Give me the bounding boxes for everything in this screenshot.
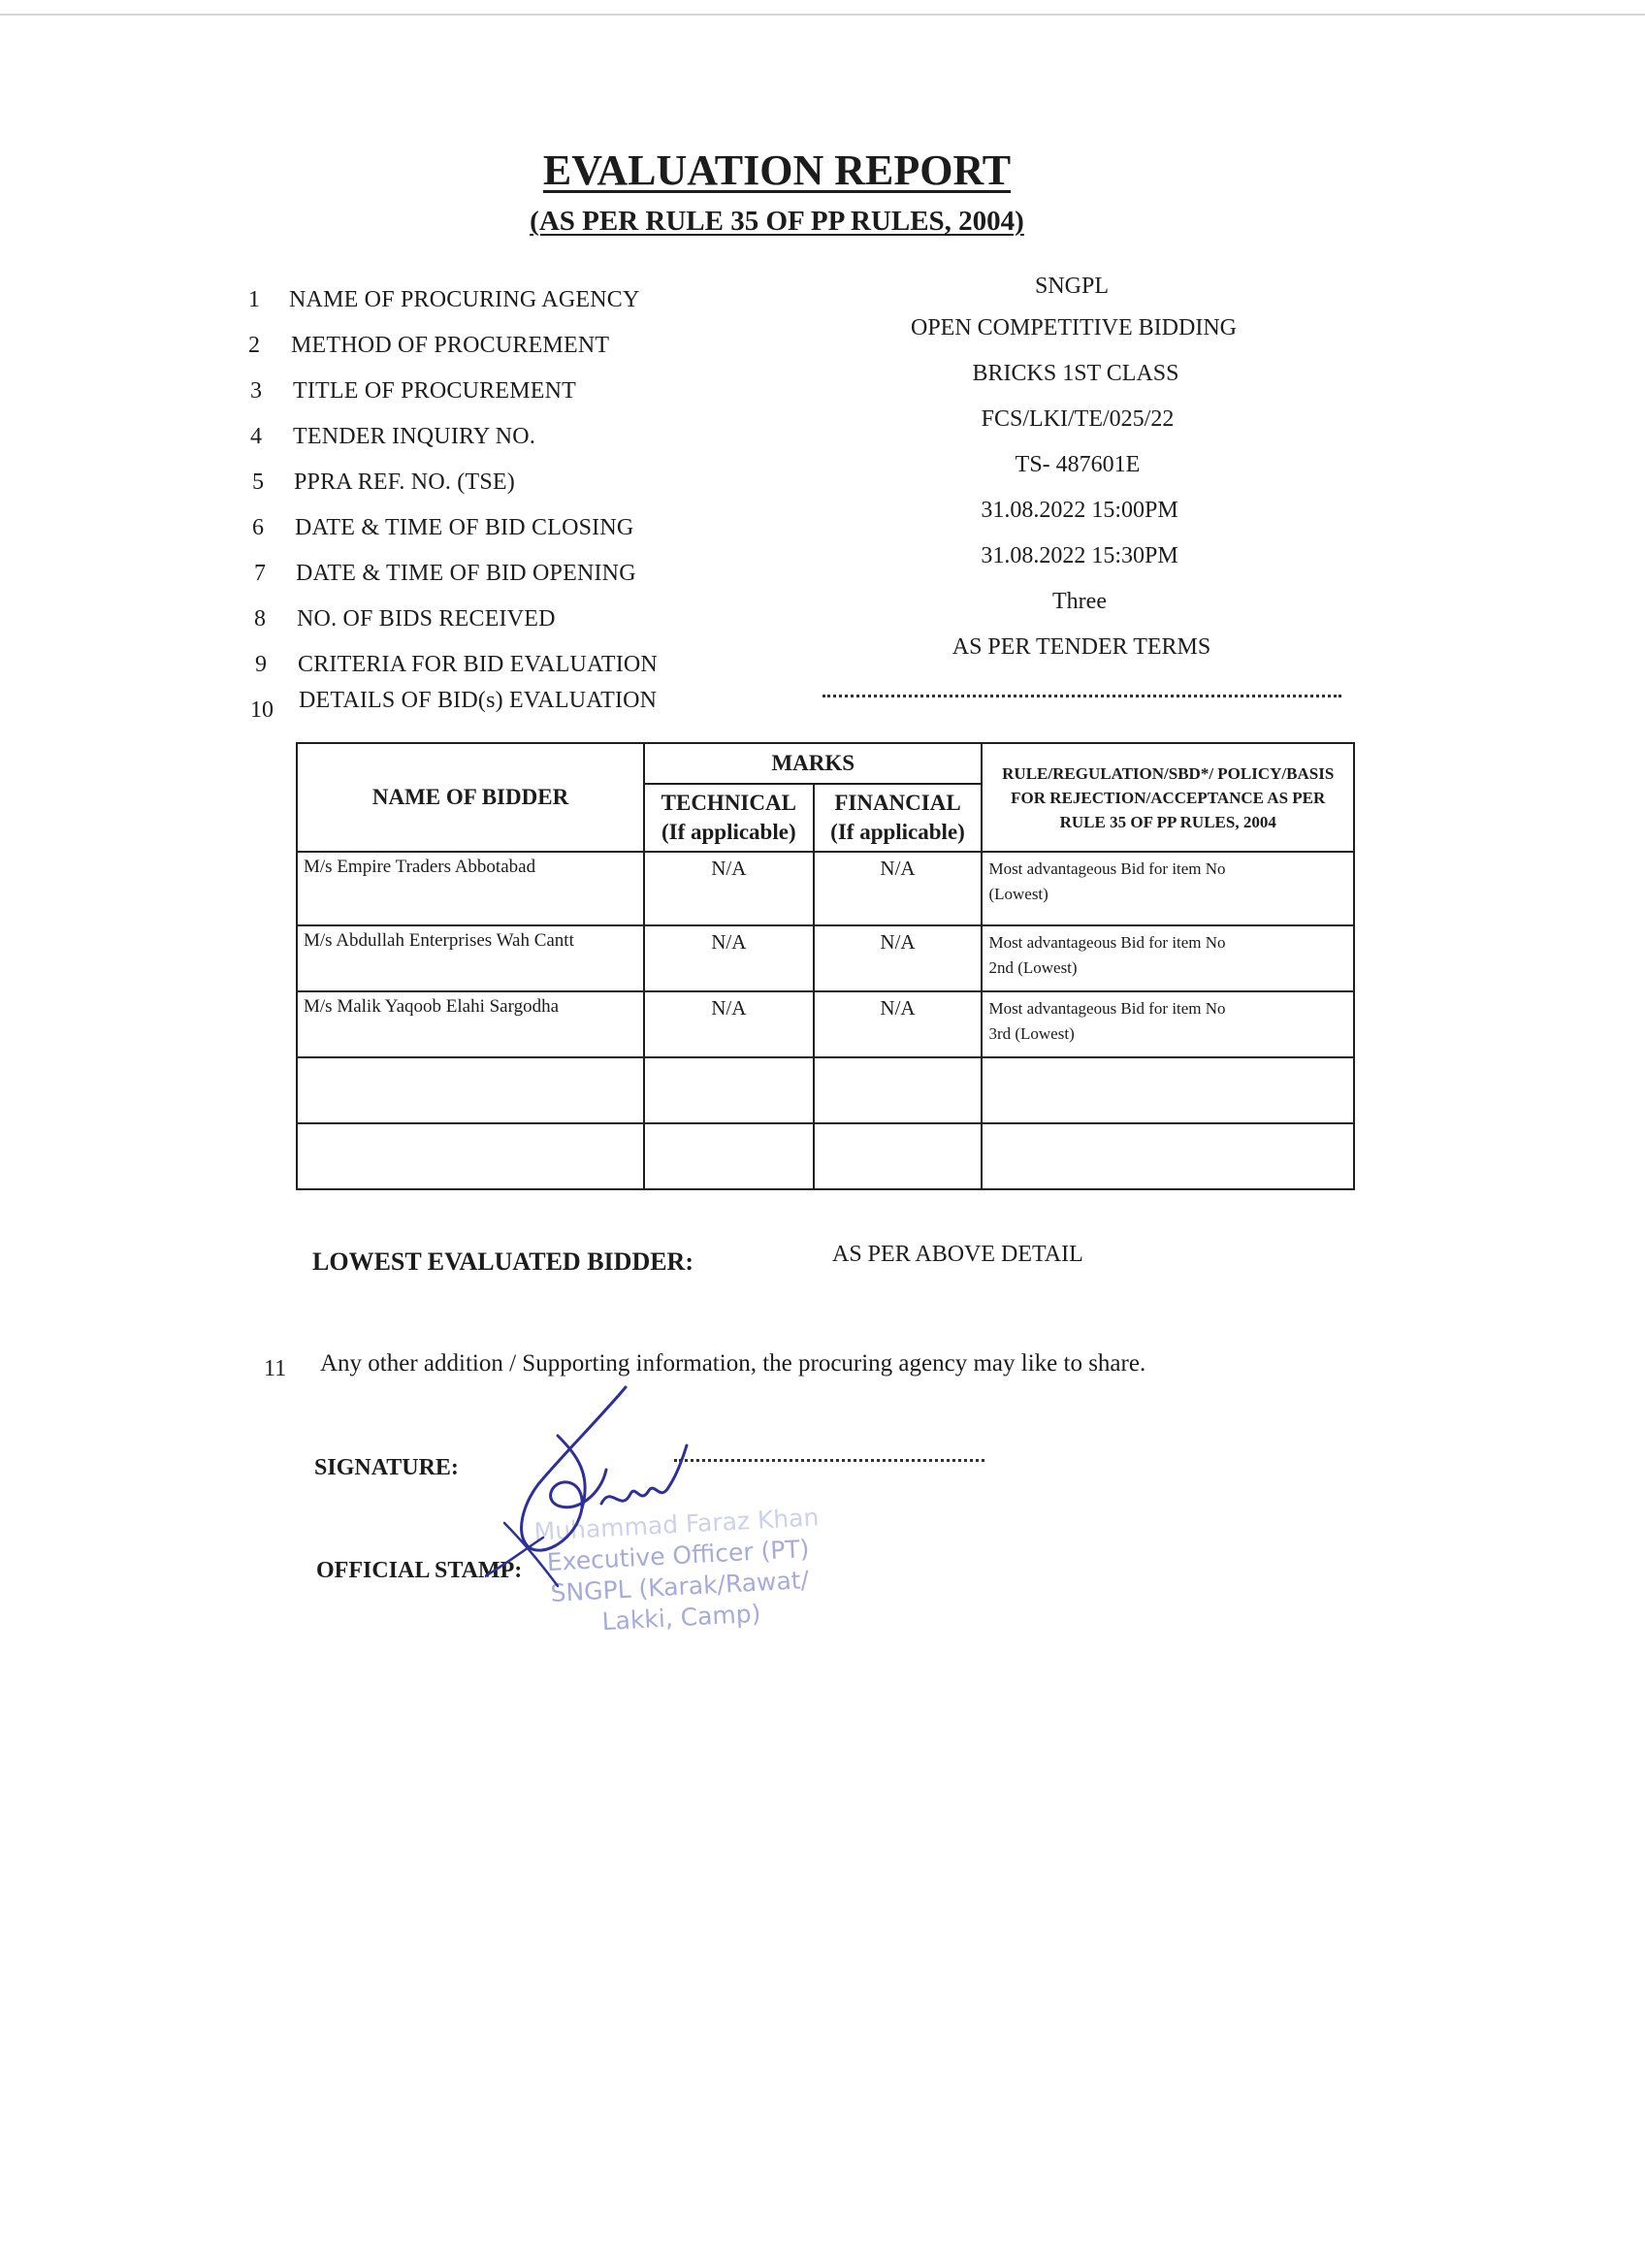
- dotted-leader: [822, 691, 1341, 697]
- info-row-bids-received: [0, 589, 1645, 649]
- info-row-tender-no: [0, 406, 1645, 467]
- empty-cell: [644, 1057, 814, 1123]
- header-technical-label: TECHNICAL: [661, 791, 796, 815]
- bidder-name: M/s Empire Traders Abbotabad: [297, 852, 644, 925]
- rule-line: Most advantageous Bid for item No: [988, 933, 1226, 952]
- lowest-bidder-value: AS PER ABOVE DETAIL: [832, 1242, 1083, 1267]
- handwritten-signature: [485, 1377, 776, 1601]
- table-row: [297, 925, 1354, 991]
- info-label: NAME OF PROCURING AGENCY: [289, 287, 640, 312]
- header-financial: [814, 784, 983, 852]
- technical-mark: N/A: [644, 852, 814, 925]
- note-number: 11: [264, 1356, 287, 1381]
- technical-mark: N/A: [644, 991, 814, 1057]
- header-technical-sub: (If applicable): [661, 820, 796, 844]
- info-label: DATE & TIME OF BID OPENING: [296, 561, 636, 586]
- info-number: 10: [250, 697, 274, 723]
- info-row-method: [0, 315, 1645, 375]
- header-bidder: NAME OF BIDDER: [297, 743, 644, 852]
- table-row: [297, 852, 1354, 925]
- header-technical: [644, 784, 814, 852]
- stamp-line: Lakki, Camp): [600, 1599, 762, 1636]
- info-number: 9: [255, 652, 267, 677]
- empty-cell: [297, 1057, 644, 1123]
- header-marks: MARKS: [644, 743, 982, 784]
- info-value: OPEN COMPETITIVE BIDDING: [911, 315, 1237, 340]
- empty-cell: [814, 1123, 983, 1189]
- empty-cell: [297, 1123, 644, 1189]
- document-subtitle: (AS PER RULE 35 OF PP RULES, 2004): [530, 206, 1024, 237]
- info-label: TENDER INQUIRY NO.: [293, 424, 536, 449]
- table-row: [297, 991, 1354, 1057]
- info-label: METHOD OF PROCUREMENT: [291, 333, 610, 358]
- info-value: TS- 487601E: [1015, 452, 1141, 477]
- scan-edge-line: [0, 14, 1645, 16]
- info-value: SNGPL: [1034, 274, 1110, 299]
- empty-cell: [982, 1123, 1354, 1189]
- info-label: CRITERIA FOR BID EVALUATION: [298, 652, 658, 677]
- info-number: 2: [248, 333, 260, 358]
- info-label: NO. OF BIDS RECEIVED: [297, 606, 556, 632]
- info-row-criteria: [0, 634, 1645, 695]
- info-number: 4: [250, 424, 262, 449]
- rule-line: Most advantageous Bid for item No: [988, 999, 1226, 1018]
- info-label: DATE & TIME OF BID CLOSING: [295, 515, 634, 540]
- rule-line: Most advantageous Bid for item No: [988, 859, 1226, 878]
- info-number: 7: [254, 561, 266, 586]
- info-row-agency: [0, 274, 1645, 330]
- document-title: EVALUATION REPORT: [542, 146, 1012, 194]
- table-header-row: [297, 743, 1354, 784]
- stamp-line: Muhammad Faraz Khan: [532, 1503, 820, 1546]
- rule-line: (Lowest): [988, 885, 1048, 903]
- rule-line: 3rd (Lowest): [988, 1024, 1075, 1043]
- note-text: Any other addition / Supporting information, the procuring agency may like to share.: [320, 1350, 1146, 1377]
- signature-label: SIGNATURE:: [314, 1455, 459, 1480]
- header-rule: RULE/REGULATION/SBD*/ POLICY/BASIS FOR REJECTION/ACCEPTANCE AS PER RULE 35 OF PP RULES, 2004: [982, 743, 1354, 852]
- empty-cell: [644, 1123, 814, 1189]
- info-number: 6: [252, 515, 264, 540]
- financial-mark: N/A: [814, 925, 983, 991]
- bid-evaluation-table: [296, 742, 1355, 1190]
- table-row-empty: [297, 1123, 1354, 1189]
- rule-line: 2nd (Lowest): [988, 958, 1078, 977]
- info-number: 1: [248, 287, 260, 312]
- info-value: 31.08.2022 15:00PM: [981, 498, 1178, 523]
- rule-basis: [982, 925, 1354, 991]
- empty-cell: [814, 1057, 983, 1123]
- technical-mark: N/A: [644, 925, 814, 991]
- empty-cell: [982, 1057, 1354, 1123]
- rule-basis: [982, 852, 1354, 925]
- info-value: Three: [1052, 589, 1107, 614]
- stamp-line: Executive Officer (PT): [546, 1534, 811, 1577]
- official-stamp-label: OFFICIAL STAMP:: [316, 1558, 523, 1583]
- info-row-title: [0, 361, 1645, 421]
- financial-mark: N/A: [814, 852, 983, 925]
- info-row-bid-opening: [0, 543, 1645, 603]
- info-value: AS PER TENDER TERMS: [952, 634, 1211, 660]
- header-financial-label: FINANCIAL: [834, 791, 961, 815]
- info-value: FCS/LKI/TE/025/22: [981, 406, 1175, 432]
- financial-mark: N/A: [814, 991, 983, 1057]
- info-row-ppra-ref: [0, 452, 1645, 512]
- info-row-details: [0, 688, 1645, 740]
- info-label: DETAILS OF BID(s) EVALUATION: [299, 688, 658, 713]
- header-financial-sub: (If applicable): [830, 820, 965, 844]
- bidder-name: M/s Abdullah Enterprises Wah Cantt: [297, 925, 644, 991]
- info-value: 31.08.2022 15:30PM: [981, 543, 1178, 568]
- lowest-bidder-label: LOWEST EVALUATED BIDDER:: [312, 1247, 693, 1276]
- stamp-line: SNGPL (Karak/Rawat/: [549, 1566, 810, 1607]
- bidder-name: M/s Malik Yaqoob Elahi Sargodha: [297, 991, 644, 1057]
- info-row-bid-closing: [0, 498, 1645, 558]
- info-value: BRICKS 1ST CLASS: [972, 361, 1179, 386]
- table-row-empty: [297, 1057, 1354, 1123]
- info-label: PPRA REF. NO. (TSE): [294, 470, 515, 495]
- info-number: 3: [250, 378, 262, 404]
- rule-basis: [982, 991, 1354, 1057]
- info-label: TITLE OF PROCUREMENT: [293, 378, 576, 404]
- info-number: 8: [254, 606, 266, 632]
- info-number: 5: [252, 470, 264, 495]
